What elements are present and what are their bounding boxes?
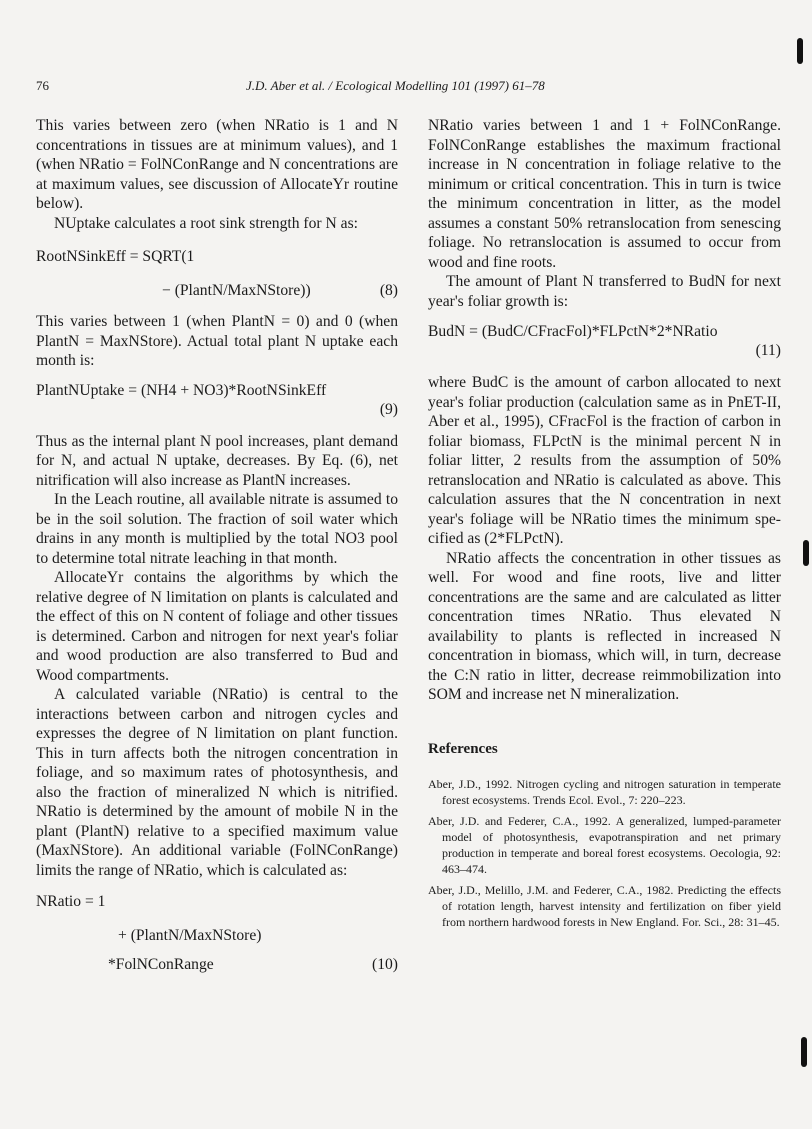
- left-column: [36, 116, 398, 984]
- paragraph: In the Leach routine, all available nitrate is assumed to be in the soil solution. The fraction of soil water which drains in any month is multiplied by the total NO3 pool to determine total nitrate leaching in that month.: [36, 491, 398, 567]
- paragraph: where BudC is the amount of carbon allocated to next year's foliar production (calculation same as in PnET-II, Aber et al., 1995), CFracFol is the fraction of carbon in foliar biomass, FLPctN is the minimal percent N in foliar litter, 2 results from the assumption of 50% retranslocation and NRatio is calculated as above. This calculation assures that the N concentration in next year's foliage will be NRatio times the minimum specified as (2*FLPctN).: [428, 374, 781, 547]
- paragraph: Thus as the internal plant N pool increases, plant demand for N, and actual N uptake, decreases. By Eq. (6), net nitrification will also increase as PlantN increases.: [36, 432, 398, 489]
- paragraph: A calculated variable (NRatio) is central to the interactions between carbon and nitrogen cycles and expresses the degree of N limitation on plant function. This in turn affects both the nitrogen concentration in foliage, and so maximum rates of photosynthesis, and also the fraction of mineralized N which is nitrified. NRatio is determined by the amount of mobile N in the plant (PlantN) relative to a specified maximum value (MaxNStore). An additional variable (FolNConRange) limits the range of NRatio, which is calculated as:: [36, 686, 398, 879]
- running-head: J.D. Aber et al. / Ecological Modelling 101 (1997) 61–78: [246, 78, 545, 93]
- references-heading: References: [428, 740, 498, 757]
- equation-10: [36, 892, 398, 975]
- reference-list: [428, 776, 781, 930]
- right-column: [428, 116, 781, 935]
- equation-9: [36, 381, 398, 423]
- paragraph: NUptake calculates a root sink strength for N as:: [54, 214, 358, 232]
- equation-line: PlantNUptake = (NH4 + NO3)*RootNSinkEff: [36, 381, 327, 399]
- reference-item: Aber, J.D. and Federer, C.A., 1992. A generalized, lumped-parameter model of photosynthesis, evapotranspiration and net primary production in temperate and boreal forest ecosystems. Oecologia, 92: 463–474.: [428, 813, 781, 876]
- equation-line: + (PlantN/MaxNStore): [118, 926, 262, 944]
- equation-line: RootNSinkEff = SQRT(1: [36, 248, 195, 265]
- paragraph: NRatio varies between 1 and 1 + FolNConRange. FolNConRange establishes the maximum fractional increase in N concentration in foliage relative to the minimum or critical concentration. This in turn is twice the minimum concentration in litter, as the model assumes a constant 50% retranslocation from senescing foliage. No retranslocation is assumed to occur from wood and fine roots.: [428, 117, 781, 271]
- scan-binding-mark: [801, 1037, 807, 1067]
- equation-line: − (PlantN/MaxNStore)): [162, 281, 311, 299]
- equation-number: (10): [372, 956, 398, 973]
- reference-item: Aber, J.D., Melillo, J.M. and Federer, C.A., 1982. Predicting the effects of rotation length, harvest intensity and fertilization on fiber yield from northern hardwood forests in New England. For. Sci., 28: 31–45.: [428, 882, 781, 929]
- equation-number: (11): [755, 342, 781, 359]
- paragraph: The amount of Plant N transferred to BudN for next year's foliar growth is:: [428, 273, 781, 310]
- equation-line: NRatio = 1: [36, 893, 106, 910]
- page-header: [36, 78, 776, 98]
- equation-number: (8): [379, 281, 398, 299]
- paragraph: NRatio affects the concentration in other tissues as well. For wood and fine roots, live and litter concentrations are the same and are calculated as litter concentration times NRatio. Thus elevated N availability to plants is reflected in increased N concentration in biomass, which will, in turn, decrease the C:N ratio in litter, decrease reimmobilization into SOM and increase net N mineralization.: [428, 549, 781, 703]
- paragraph: This varies between 1 (when PlantN = 0) and 0 (when PlantN = MaxNStore). Actual total plant N uptake each month is:: [36, 313, 398, 369]
- equation-11: [428, 322, 781, 364]
- equation-number: (9): [379, 400, 398, 418]
- paragraph: This varies between zero (when NRatio is 1 and N concentrations in tissues are at minimum values), and 1 (when NRatio = FolNConRange and N concentrations are at maximum values, see discussion of AllocateYr routine below).: [36, 117, 398, 212]
- equation-line: *FolNConRange: [108, 956, 214, 973]
- scan-binding-mark: [803, 540, 809, 566]
- equation-8: [36, 247, 398, 300]
- paragraph: AllocateYr contains the algorithms by which the relative degree of N limitation on plants is calculated and the effect of this on N content of foliage and other tissues is determined. Carbon and nitrogen for next year's foliar and wood production are also transferred to Bud and Wood compartments.: [36, 569, 398, 684]
- reference-item: Aber, J.D., 1992. Nitrogen cycling and nitrogen saturation in temperate forest ecosystems. Trends Ecol. Evol., 7: 220–223.: [428, 776, 781, 807]
- page-number: 76: [36, 78, 49, 93]
- equation-line: BudN = (BudC/CFracFol)*FLPctN*2*NRatio: [428, 323, 718, 340]
- scan-binding-mark: [797, 38, 803, 64]
